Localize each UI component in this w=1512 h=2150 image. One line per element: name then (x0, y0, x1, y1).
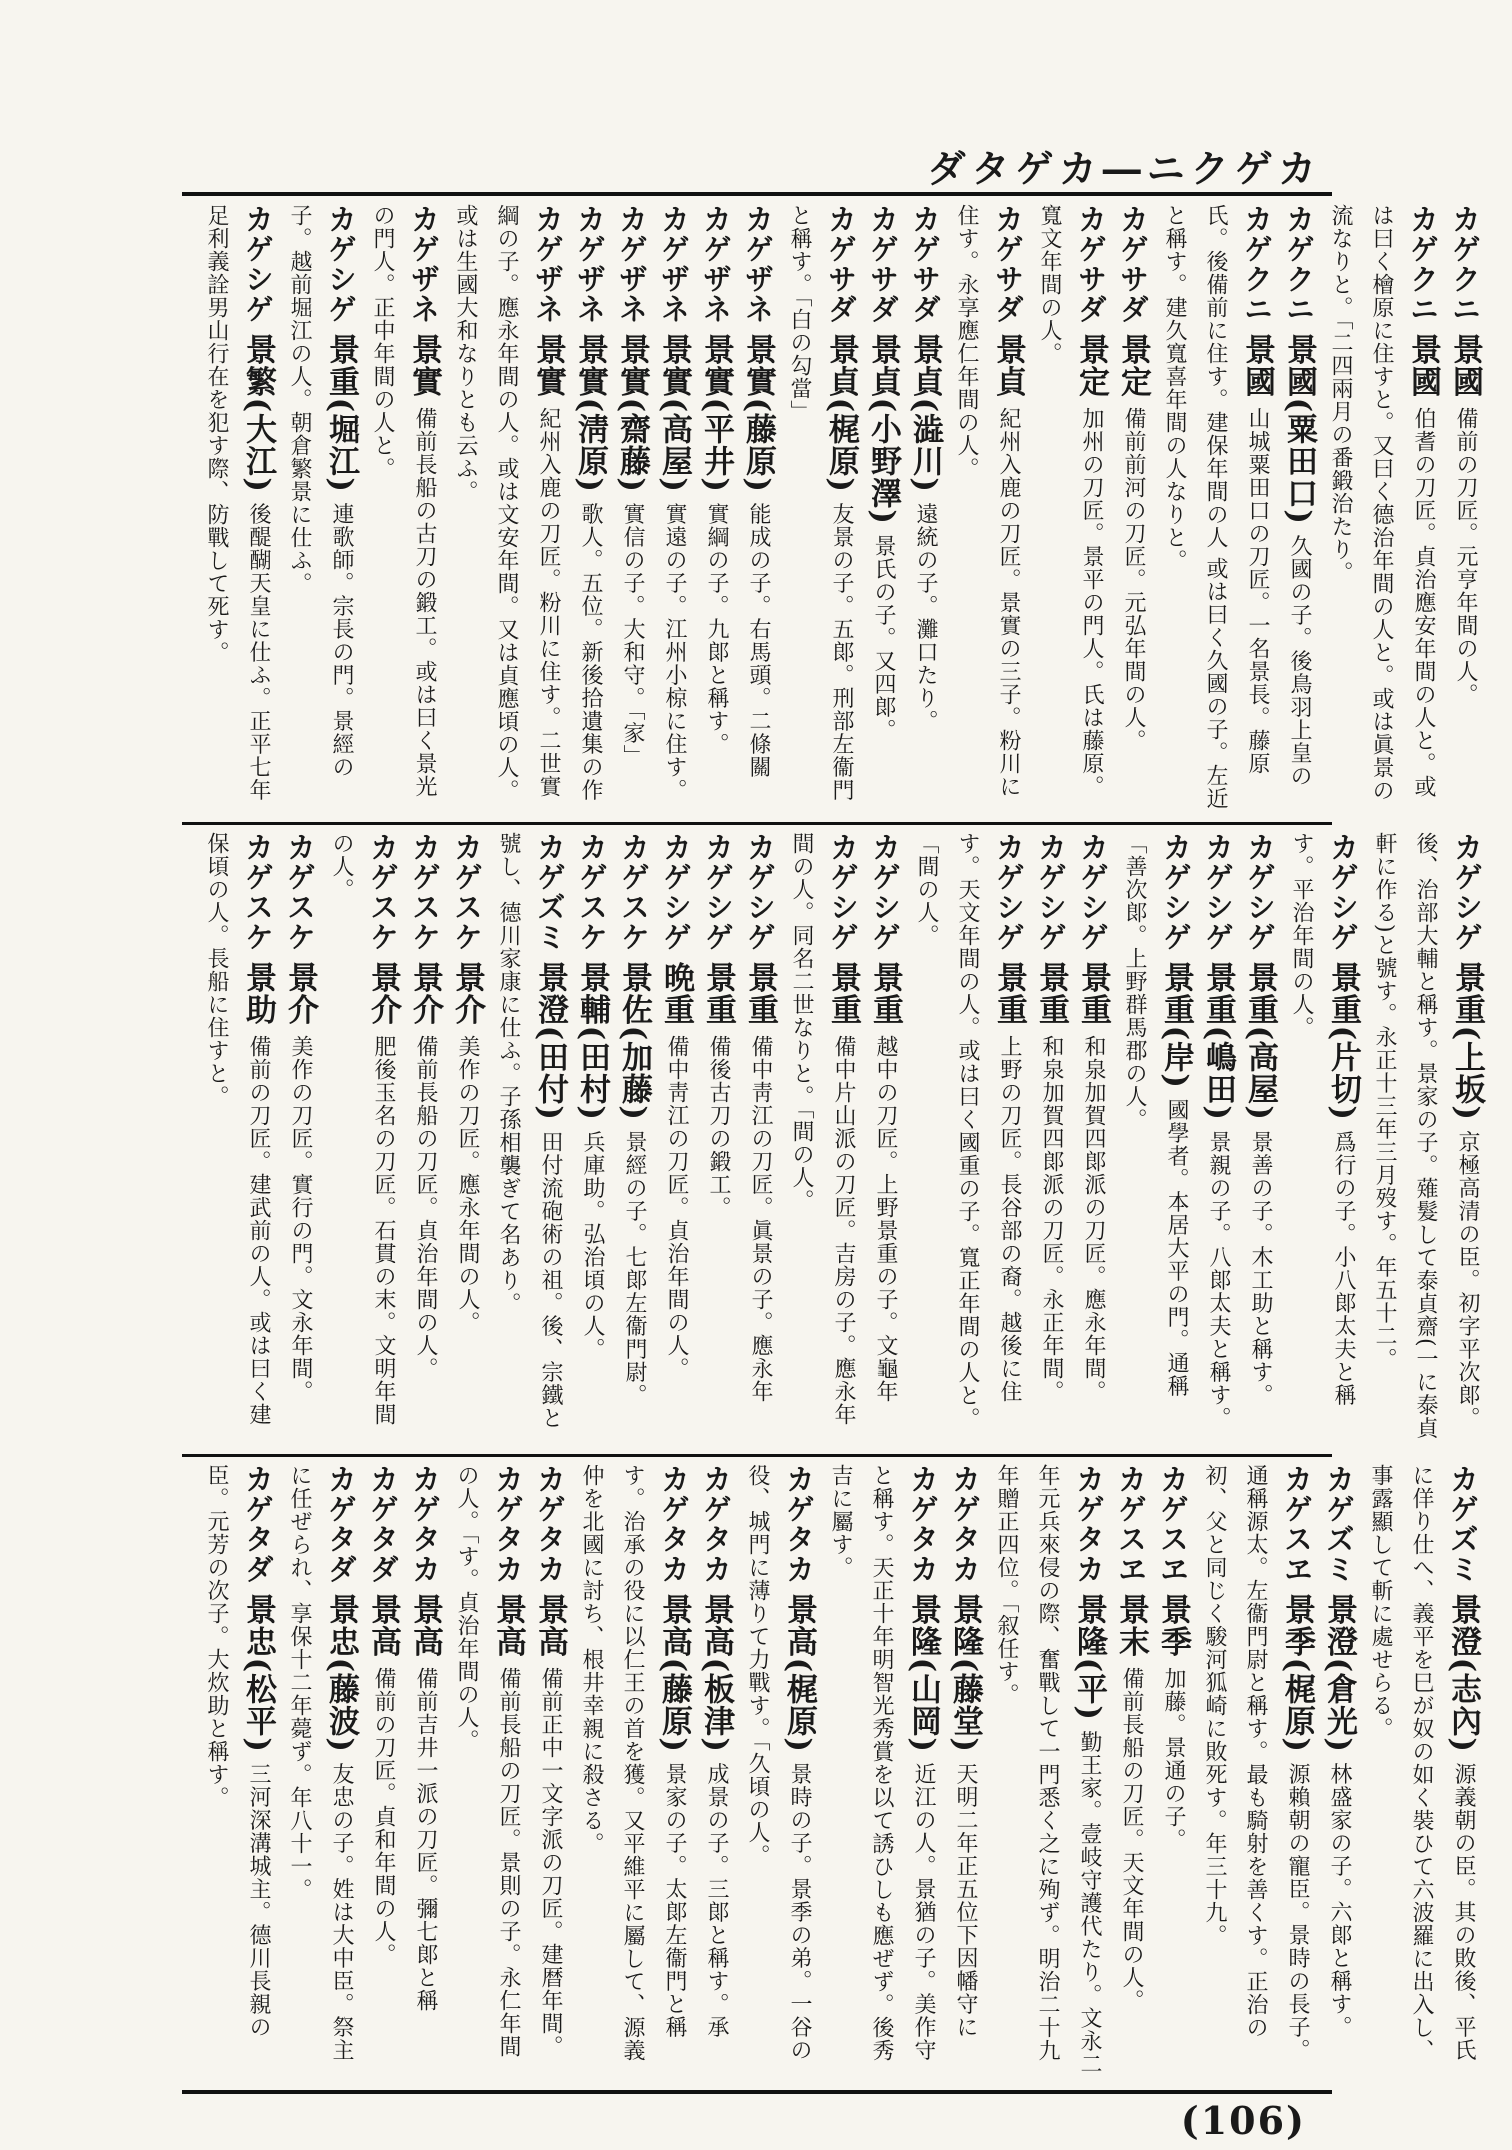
entry-headword: 景實(平井) (698, 333, 734, 493)
entry-headword: 景貞 (990, 333, 1026, 398)
entry-headword: 景高 (532, 1593, 568, 1658)
entry-reading: カゲシゲ (1159, 832, 1193, 952)
entry-reading: カゲザネ (407, 204, 441, 324)
entry-reading: カゲズミ (533, 832, 567, 952)
entry-headword: 景高 (365, 1593, 401, 1658)
dictionary-entry (781, 832, 864, 1442)
entry-headword: 景貞(小野澤) (865, 333, 901, 525)
entry-description: 天明二年正五位下因幡守に (953, 1762, 978, 2039)
dictionary-entry (864, 832, 906, 1442)
dictionary-entry (362, 1464, 404, 2080)
entry-reading: カゲスケ (241, 832, 275, 952)
entry-description: 備後古刀の鍛工。 (706, 1035, 731, 1220)
entry-description: 紀州入鹿の刀匠。粉川に住す。二世實綱の子。應永年間の人。或は文安年間。又は貞應頃の人。或は生國大和なりとも云ふ。 (453, 204, 561, 802)
entry-description: 肥後玉名の刀匠。石貫の末。文明年間の人。 (329, 832, 396, 1427)
dictionary-entry (1239, 832, 1281, 1442)
entry-headword: 景忠(松平) (240, 1593, 276, 1753)
dictionary-entry (1364, 832, 1488, 1442)
dictionary-entry (445, 204, 569, 810)
entry-headword: 景忠(藤波) (323, 1593, 359, 1753)
entry-headword: 景隆(藤堂) (947, 1593, 983, 1753)
entry-description: 備前の刀匠。元亨年間の人。 (1453, 407, 1478, 707)
dictionary-entry (1154, 204, 1278, 810)
band-2-columns (196, 832, 1488, 1442)
entry-headword: 景介 (282, 961, 318, 1026)
dictionary-entry (779, 204, 862, 810)
entry-headword: 晩重 (658, 961, 694, 1026)
dictionary-entry (697, 832, 739, 1442)
entry-reading: カゲシゲ (826, 832, 860, 952)
entry-description: 三河深溝城主。德川長親の臣。元芳の次子。大炊助と稱す。 (204, 1464, 271, 2039)
entry-headword: 景重(上坂) (1449, 961, 1485, 1121)
entry-headword: 景繁(大江) (240, 333, 276, 493)
dictionary-entry (1197, 832, 1239, 1442)
band-3-columns (196, 1464, 1484, 2080)
entry-reading: カゲスケ (408, 832, 442, 952)
dictionary-entry (739, 832, 781, 1442)
entry-description: 加藤。景通の子。 (1161, 1667, 1186, 1852)
entry-headword: 景重 (1075, 961, 1111, 1026)
entry-description: 實綱の子。九郞と稱す。 (704, 502, 729, 756)
entry-reading: カゲタカ (906, 1464, 940, 1584)
band-divider-2 (182, 1454, 1332, 1457)
entry-reading: カゲシゲ (659, 832, 693, 952)
entry-description: 越中の刀匠。上野景重の子。文龜年 (873, 1035, 898, 1404)
entry-headword: 景澄(志內) (1445, 1593, 1481, 1753)
dictionary-entry (279, 204, 362, 810)
entry-reading: カゲスケ (283, 832, 317, 952)
entry-headword: 景重(片切) (1325, 961, 1361, 1121)
entry-headword: 景實(藤原) (740, 333, 776, 493)
dictionary-entry (404, 832, 446, 1442)
entry-headword: 景重 (867, 961, 903, 1026)
dictionary-entry (1030, 832, 1072, 1442)
entry-headword: 景重(堀江) (323, 333, 359, 493)
entry-reading: カゲズミ (1446, 1464, 1480, 1584)
entry-reading: カゲタカ (491, 1464, 525, 1584)
entry-reading: カゲサダ (824, 204, 858, 324)
entry-reading: カゲシゲ (1201, 832, 1235, 952)
dictionary-entry (737, 204, 779, 810)
entry-reading: カゲシゲ (868, 832, 902, 952)
band-divider-1 (182, 822, 1332, 825)
page-number: (106) (1180, 2098, 1306, 2143)
entry-reading: カゲクニ (1240, 204, 1274, 324)
entry-description: 備中靑江の刀匠。貞治年間の人。 (664, 1035, 689, 1381)
entry-headword: 景輔(田村) (574, 961, 610, 1121)
entry-description: 景家の子。太郞左衞門と稱す。治承の役に以仁王の首を獲。又平維平に屬して、源義仲を北國に討ち、根井幸親に殺さる。 (579, 1464, 687, 2062)
entry-description: 實遠の子。江州小椋に住す。 (662, 502, 687, 802)
entry-description: 備前前河の刀匠。元弘年間の人。 (1121, 407, 1146, 753)
entry-reading: カゲシゲ (1450, 832, 1484, 952)
entry-description: 友景の子。五郞。刑部左衞門と稱す。「白の勾當」 (787, 204, 854, 802)
entry-headword: 景國 (1405, 333, 1441, 398)
entry-description: 上野の刀匠。長谷部の裔。越後に住す。天文年間の人。或は曰く國重の子。寬正年間の人と。「間の人。 (914, 832, 1022, 1430)
entry-description: 連歌師。宗長の門。景經の子。越前堀江の人。朝倉繁景に仕ふ。 (287, 204, 354, 779)
entry-headword: 景介 (365, 961, 401, 1026)
dictionary-entry (279, 832, 321, 1442)
entry-headword: 景高 (407, 1593, 443, 1658)
entry-description: 備前正中一文字派の刀匠。建暦年間。 (538, 1667, 563, 2059)
entry-headword: 景貞(梶原) (823, 333, 859, 493)
entry-reading: カゲサダ (991, 204, 1025, 324)
entry-reading: カゲサダ (1074, 204, 1108, 324)
entry-reading: カゲシゲ (743, 832, 777, 952)
entry-headword: 景重(高屋) (1242, 961, 1278, 1121)
entry-headword: 景季(梶原) (1279, 1593, 1315, 1753)
entry-description: 備中靑江の刀匠。眞景の子。應永年 (748, 1035, 773, 1404)
dictionary-entry (446, 1464, 529, 2080)
entry-description: 和泉加賀四郞派の刀匠。永正年間。 (1039, 1035, 1064, 1404)
entry-headword: 景季 (1155, 1593, 1191, 1658)
dictionary-entry (571, 1464, 695, 2080)
entry-reading: カゲタダ (324, 1464, 358, 1584)
dictionary-entry (862, 204, 904, 810)
entry-reading: カゲタカ (533, 1464, 567, 1584)
entry-headword: 景重(岸) (1158, 961, 1194, 1089)
dictionary-entry (1072, 832, 1114, 1442)
entry-headword: 景重 (991, 961, 1027, 1026)
dictionary-entry (1114, 832, 1197, 1442)
top-rule (182, 192, 1332, 196)
entry-description: 成景の子。三郞と稱す。承 (704, 1762, 729, 2039)
entry-reading: カゲサダ (1116, 204, 1150, 324)
entry-reading: カゲシゲ (701, 832, 735, 952)
entry-description: 備中片山派の刀匠。吉房の子。應永年間の人。同名二世なりと。「間の人。 (789, 832, 856, 1427)
entry-description: 備前長船の刀匠。天文年間の人。 (1119, 1667, 1144, 2013)
band-1-columns (196, 204, 1486, 810)
entry-description: 和泉加賀四郞派の刀匠。應永年間。 (1081, 1035, 1106, 1404)
entry-headword: 景重 (1033, 961, 1069, 1026)
entry-reading: カゲタダ (366, 1464, 400, 1584)
entry-description: 備前長船の古刀の鍛工。或は曰く景光の門人。正中年間の人と。 (370, 204, 437, 799)
dictionary-entry (571, 832, 613, 1442)
entry-headword: 景澄(田付) (532, 961, 568, 1121)
dictionary-entry (695, 204, 737, 810)
entry-headword: 景助 (240, 961, 276, 1026)
entry-description: 爲行の子。小八郞太夫と稱す。平治年間の人。 (1289, 832, 1356, 1407)
dictionary-entry (1444, 204, 1486, 810)
entry-headword: 景介 (407, 961, 443, 1026)
entry-description: 景善の子。木工助と稱す。 (1248, 1130, 1273, 1407)
entry-headword: 景高(板津) (698, 1593, 734, 1753)
dictionary-entry (655, 832, 697, 1442)
entry-headword: 景國(粟田口) (1281, 333, 1317, 525)
entry-reading: カゲタカ (1072, 1464, 1106, 1584)
entry-headword: 景隆(平) (1071, 1593, 1107, 1721)
entry-description: 山城粟田口の刀匠。一名景長。藤原氏。後備前に住す。建保年間の人 或は曰く久國の子。左近と稱す。建久寬喜年間の人なりと。 (1162, 204, 1270, 810)
entry-headword: 景隆(山岡) (905, 1593, 941, 1753)
entry-reading: カゲタカ (657, 1464, 691, 1584)
entry-description: 遠統の子。灘口たり。 (913, 502, 938, 733)
entry-band-2 (196, 832, 1485, 1442)
entry-headword: 景高(梶原) (781, 1593, 817, 1753)
entry-headword: 景高(藤原) (656, 1593, 692, 1753)
entry-reading: カゲクニ (1282, 204, 1316, 324)
entry-reading: カゲスヱ (1114, 1464, 1148, 1584)
entry-reading: カゲザネ (531, 204, 565, 324)
entry-band-3 (196, 1464, 1481, 2080)
entry-headword: 景實 (406, 333, 442, 398)
dictionary-entry (611, 204, 653, 810)
entry-reading: カゲサダ (866, 204, 900, 324)
entry-reading: カゲスケ (366, 832, 400, 952)
entry-headword: 景實(齋藤) (614, 333, 650, 493)
dictionary-entry (1360, 1464, 1484, 2080)
entry-reading: カゲシゲ (324, 204, 358, 324)
dictionary-entry (196, 832, 279, 1442)
entry-description: 備前長船の刀匠。貞治年間の人。 (413, 1035, 438, 1381)
dictionary-entry (1152, 1464, 1194, 2080)
entry-reading: カゲザネ (657, 204, 691, 324)
entry-reading: カゲタカ (699, 1464, 733, 1584)
entry-reading: カゲスケ (450, 832, 484, 952)
entry-headword: 景介 (449, 961, 485, 1026)
entry-reading: カゲザネ (573, 204, 607, 324)
entry-headword: 景佐(加藤) (616, 961, 652, 1121)
entry-headword: 景重(嶋田) (1200, 961, 1236, 1121)
entry-headword: 景國 (1239, 333, 1275, 398)
entry-description: 伯耆の刀匠。貞治應安年間の人と。或は曰く檜原に住すと。又曰く德治年間の人と。或は眞景の流なりと。「二四兩月の番鍛治たり。 (1328, 204, 1436, 802)
entry-reading: カゲスヱ (1156, 1464, 1190, 1584)
dictionary-entry (362, 204, 445, 810)
entry-headword: 景實(高屋) (656, 333, 692, 493)
entry-description: 備前長船の刀匠。景則の子。永仁年間の人。「す。貞治年間の人。 (454, 1464, 521, 2059)
dictionary-entry (196, 1464, 279, 2080)
entry-headword: 景重 (825, 961, 861, 1026)
dictionary-entry (820, 1464, 944, 2080)
dictionary-entry (904, 204, 946, 810)
entry-description: 後醍醐天皇に仕ふ。正平七年足利義詮男山行在を犯す際、防戰して死す。 (204, 204, 271, 802)
entry-description: 田付流砲術の祖。後、宗鐵と號し、德川家康に仕ふ。子孫相襲ぎて名あり。 (496, 832, 563, 1430)
entry-reading: カゲシゲ (1076, 832, 1110, 952)
entry-headword: 景末 (1113, 1593, 1149, 1658)
dictionary-entry (1281, 832, 1364, 1442)
entry-description: 實信の子。大和守。「家」 (620, 502, 645, 768)
entry-headword: 景實 (530, 333, 566, 398)
dictionary-entry (1318, 1464, 1360, 2080)
entry-headword: 景定 (1073, 333, 1109, 398)
entry-reading: カゲシゲ (241, 204, 275, 324)
entry-reading: カゲタカ (408, 1464, 442, 1584)
entry-description: 勤王家。壹岐守護代たり。文永二年元兵來侵の際、奮戰して一門悉く之に殉ず。明治二十九年贈正四位。「叙任す。 (994, 1464, 1102, 2076)
entry-description: 加州の刀匠。景平の門人。氏は藤原。寬文年間の人。 (1037, 204, 1104, 799)
dictionary-entry (695, 1464, 737, 2080)
entry-description: 歌人。五位。新後拾遺集の作 (578, 502, 603, 802)
dictionary-entry (569, 204, 611, 810)
entry-reading: カゲシゲ (1243, 832, 1277, 952)
dictionary-entry (488, 832, 571, 1442)
entry-description: 近江の人。景猶の子。美作守と稱す。天正十年明智光秀賞を以て誘ひしも應ぜず。後秀吉に屬す。 (828, 1464, 936, 2062)
entry-headword: 景高 (490, 1593, 526, 1658)
entry-description: 能成の子。右馬頭。二條關 (746, 502, 771, 779)
entry-headword: 景貞(澁川) (907, 333, 943, 493)
entry-reading: カゲタダ (241, 1464, 275, 1584)
entry-reading: カゲザネ (615, 204, 649, 324)
entry-reading: カゲザネ (741, 204, 775, 324)
dictionary-entry (944, 1464, 986, 2080)
entry-headword: 景國 (1447, 333, 1483, 398)
entry-description: 兵庫助。弘治頃の人。 (580, 1130, 605, 1361)
entry-description: 京極高清の臣。初字平次郞。後、治部大輔と稱す。景家の子。薙髮して泰貞齋(一に泰貞軒に作る)と號す。永正十三年三月歿す。年五十二。 (1372, 832, 1480, 1440)
dictionary-entry (613, 832, 655, 1442)
entry-description: 景親の子。八郞太夫と稱す。 (1206, 1130, 1231, 1430)
dictionary-entry (279, 1464, 362, 2080)
dictionary-entry (1194, 1464, 1318, 2080)
entry-description: 景氏の子。又四郞。 (871, 534, 896, 742)
dictionary-entry (906, 832, 1030, 1442)
entry-description: 備前の刀匠。建武前の人。或は曰く建保頃の人。長船に住すと。 (204, 832, 271, 1427)
entry-description: 備前吉井一派の刀匠。彌七郞と稱 (413, 1667, 438, 2013)
entry-reading: カゲシゲ (1034, 832, 1068, 952)
entry-reading: カゲシゲ (1326, 832, 1360, 952)
entry-reading: カゲスケ (575, 832, 609, 952)
dictionary-entry (986, 1464, 1110, 2080)
dictionary-entry (946, 204, 1029, 810)
dictionary-entry (1278, 204, 1320, 810)
entry-description: 國學者。本居大平の門。通稱「善次郞。上野群馬郡の人。 (1122, 832, 1189, 1398)
entry-reading: カゲタカ (782, 1464, 816, 1584)
entry-reading: カゲクニ (1406, 204, 1440, 324)
dictionary-entry (1110, 1464, 1152, 2080)
entry-description: 源賴朝の寵臣。景時の長子。通稱源太。左衞門尉と稱す。最も騎射を善くす。正治の初、父と同じく駿河狐崎に敗死す。年三十九。 (1202, 1464, 1310, 2062)
entry-headword: 景澄(倉光) (1321, 1593, 1357, 1753)
entry-reading: カゲシゲ (992, 832, 1026, 952)
entry-headword: 景重 (700, 961, 736, 1026)
dictionary-entry (446, 832, 488, 1442)
dictionary-entry (653, 204, 695, 810)
dictionary-entry (737, 1464, 820, 2080)
entry-description: 紀州入鹿の刀匠。景實の三子。粉川に住す。永享應仁年間の人。 (954, 204, 1021, 799)
entry-description: 美作の刀匠。實行の門。文永年間。 (288, 1035, 313, 1404)
dictionary-entry (1112, 204, 1154, 810)
dictionary-entry (404, 1464, 446, 2080)
entry-band-1 (196, 204, 1483, 810)
entry-description: 友忠の子。姓は大中臣。祭主に任ぜられ、享保十二年薨ず。年八十一。 (287, 1464, 354, 2062)
dictionary-entry (1029, 204, 1112, 810)
running-header: カゲクニ―カゲタダ (927, 146, 1322, 191)
entry-description: 美作の刀匠。應永年間の人。 (455, 1035, 480, 1335)
dictionary-entry (196, 204, 279, 810)
entry-reading: カゲタカ (948, 1464, 982, 1584)
entry-description: 林盛家の子。六郞と稱す。 (1327, 1762, 1352, 2039)
entry-reading: カゲズミ (1322, 1464, 1356, 1584)
entry-reading: カゲスヱ (1280, 1464, 1314, 1584)
entry-reading: カゲクニ (1448, 204, 1482, 324)
entry-description: 景經の子。七郞左衞門尉。 (622, 1130, 647, 1407)
entry-headword: 景重 (742, 961, 778, 1026)
entry-reading: カゲザネ (699, 204, 733, 324)
entry-description: 景時の子。景季の弟。一谷の役、城門に薄りて力戰す。「久頃の人。 (745, 1464, 812, 2062)
bottom-rule (182, 2090, 1332, 2094)
entry-description: 久國の子。後鳥羽上皇の (1287, 534, 1312, 788)
entry-reading: カゲサダ (908, 204, 942, 324)
dictionary-entry (321, 832, 404, 1442)
entry-headword: 景實(淸原) (572, 333, 608, 493)
entry-reading: カゲスケ (617, 832, 651, 952)
entry-description: 備前の刀匠。貞和年間の人。 (371, 1667, 396, 1967)
dictionary-entry (529, 1464, 571, 2080)
entry-headword: 景定 (1115, 333, 1151, 398)
entry-description: 源義朝の臣。其の敗後、平氏に佯り仕へ、義平を巳が奴の如く裝ひて六波羅に出入し、事露顯して斬に處せらる。 (1368, 1464, 1476, 2062)
dictionary-entry (1320, 204, 1444, 810)
